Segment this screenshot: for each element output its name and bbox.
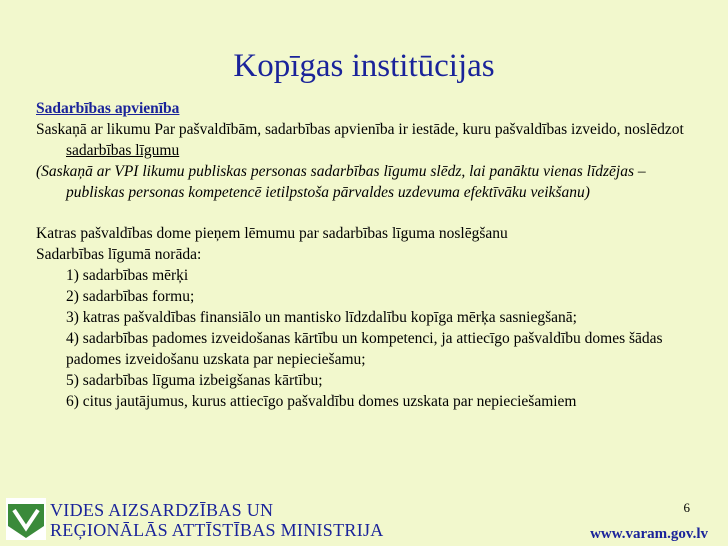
list-item: 5) sadarbības līguma izbeigšanas kārtību; bbox=[66, 372, 323, 389]
agreement-items-list bbox=[36, 265, 702, 412]
slide-title: Kopīgas institūcijas bbox=[233, 48, 495, 84]
ministry-name-line2: REĢIONĀLĀS ATTĪSTĪBAS MINISTRIJA bbox=[50, 520, 384, 540]
website-link[interactable]: www.varam.gov.lv bbox=[590, 526, 708, 542]
list-item: 4) sadarbības padomes izveidošanas kārtību un kompetenci, ja attiecīgo pašvaldību domes šādas padomes izveidošanu uzskata par nepieciešamu; bbox=[66, 330, 663, 368]
ministry-name bbox=[50, 500, 384, 540]
list-item: 1) sadarbības mērķi bbox=[66, 267, 189, 284]
paragraph-note: (Saskaņā ar VPI likumu publiskas personas sadarbības līgumu slēdz, lai panāktu vienas līdzējas – publiskas personas kompetencē ietilpstoša pārvaldes uzdevuma efektīvāku veikšanu) bbox=[36, 163, 646, 201]
paragraph-definition bbox=[36, 119, 702, 161]
paragraph-decision: Katras pašvaldības dome pieņem lēmumu par sadarbības līguma noslēgšanu bbox=[36, 225, 508, 242]
list-item: 6) citus jautājumus, kurus attiecīgo pašvaldību domes uzskata par nepieciešamiem bbox=[66, 393, 577, 410]
section-heading: Sadarbības apvienība bbox=[36, 100, 180, 117]
ministry-logo-icon bbox=[6, 498, 46, 540]
list-item: 3) katras pašvaldības finansiālo un mantisko līdzdalību kopīga mērķa sasniegšanā; bbox=[66, 309, 577, 326]
paragraph-agreement-intro: Sadarbības līgumā norāda: bbox=[36, 246, 202, 263]
agreement-link[interactable]: sadarbības līgumu bbox=[66, 142, 180, 159]
ministry-name-line1: VIDES AIZSARDZĪBAS UN bbox=[50, 500, 274, 520]
page-number: 6 bbox=[683, 500, 690, 515]
slide-content bbox=[36, 98, 702, 412]
paragraph-definition-text: Saskaņā ar likumu Par pašvaldībām, sadarbības apvienība ir iestāde, kuru pašvaldības izveido, noslēdzot bbox=[36, 121, 684, 138]
list-item: 2) sadarbības formu; bbox=[66, 288, 195, 305]
